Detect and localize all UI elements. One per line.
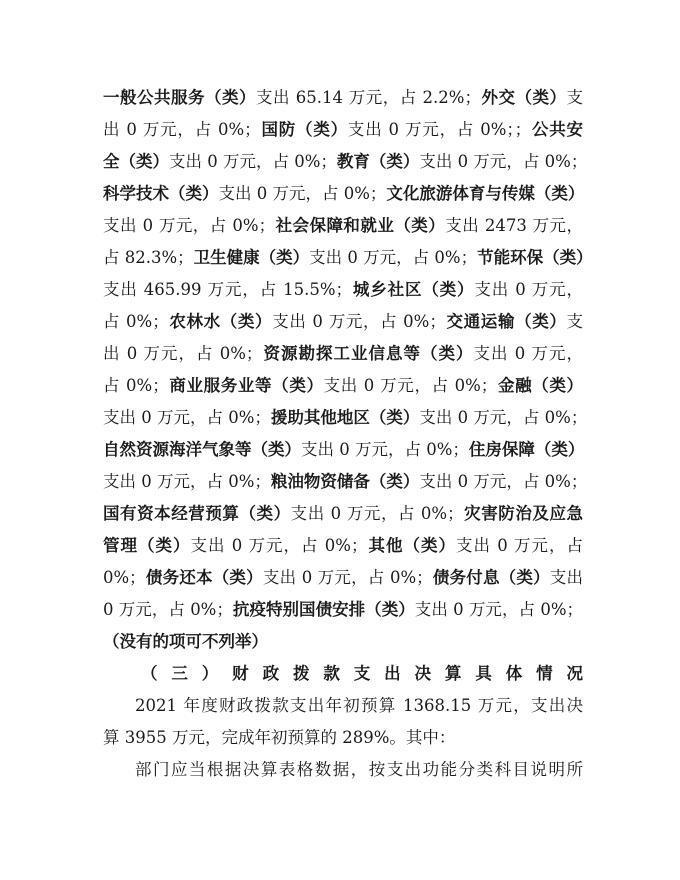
category-amount: 支出 0 万元， (473, 344, 583, 363)
category-amount: 支出 0 万元，占 0%； (103, 472, 271, 491)
paragraph-line (103, 82, 583, 114)
paragraph-line (103, 466, 588, 498)
category-amount: 支出 0 万元，占 0%； (103, 216, 276, 235)
category-amount: 支出 65.14 万元，占 2.2%； (256, 88, 481, 107)
paragraph-line (103, 498, 583, 530)
document-page (103, 82, 593, 786)
category-amount: 支出 0 万元，占 0%； (301, 440, 469, 459)
section-heading: （三）财政拨款支出决算具体情况 (141, 664, 583, 683)
paragraph-line (103, 530, 583, 562)
paragraph-line: 2021 年度财政拨款支出年初预算 1368.15 万元，支出决 (135, 696, 583, 715)
paragraph-line (103, 114, 583, 146)
category-amount: 0%； (103, 568, 146, 587)
category-name: 其他（类） (367, 536, 456, 555)
category-name: 债务付息（类） (432, 568, 550, 587)
category-name: 文化旅游体育与传媒（类） (386, 184, 585, 203)
category-amount: 支出 (549, 568, 584, 587)
paragraph-line (103, 210, 583, 242)
paragraph-line: 算 3955 万元，完成年初预算的 289%。其中： (103, 728, 456, 747)
category-amount: 0 万元，占 0%； (103, 600, 233, 619)
category-amount: 出 0 万元，占 0%； (103, 120, 261, 139)
category-name: 科学技术（类） (103, 184, 219, 203)
category-name: 粮油物资储备（类） (270, 472, 420, 491)
category-name: 援助其他地区（类） (270, 408, 420, 427)
category-amount: 支出 0 万元，占 0%； (414, 600, 583, 619)
category-amount: 占 82.3%； (103, 248, 194, 267)
category-name: 住房保障（类） (468, 440, 585, 459)
category-name: 交通运输（类） (445, 312, 567, 331)
paragraph-line (103, 402, 588, 434)
paragraph-line (103, 626, 583, 658)
category-name: 国防（类） (260, 120, 348, 139)
category-amount: 支 (566, 312, 583, 331)
paragraph-line (103, 178, 583, 210)
category-name: 农林水（类） (168, 312, 273, 331)
category-amount: 支出 0 万元，占 (455, 536, 583, 555)
paragraph-line (103, 594, 583, 626)
category-name: 灾害防治及应急 (463, 504, 584, 523)
category-amount: 支出 0 万元，占 0%； (323, 376, 498, 395)
category-amount: 支出 0 万元，占 0%； (218, 184, 387, 203)
category-amount: 支出 0 万元，占 0%； (272, 312, 446, 331)
category-amount: 支出 0 万元，占 0%； (309, 248, 478, 267)
paragraph-line (103, 242, 593, 274)
category-name: 抗疫特别国债安排（类） (232, 600, 415, 619)
category-name: 全（类） (103, 152, 169, 171)
category-name: 卫生健康（类） (193, 248, 310, 267)
category-amount: 支出 0 万元，占 0%； (290, 504, 464, 523)
category-amount: 支出 0 万元，占 0%； (419, 472, 588, 491)
category-name: 资源勘探工业信息等（类） (262, 344, 474, 363)
category-name: 金融（类） (497, 376, 583, 395)
category-name: 城乡社区（类） (352, 280, 475, 299)
category-name: 公共安 (531, 120, 583, 139)
category-name: （没有的项可不列举） (103, 632, 268, 651)
paragraph-line (103, 338, 583, 370)
category-amount: 支出 0 万元，占 0%； (419, 152, 588, 171)
category-amount: 支出 465.99 万元，占 15.5%； (103, 280, 353, 299)
paragraph-line (103, 370, 583, 402)
paragraph-line (103, 562, 583, 594)
category-name: 外交（类） (480, 88, 567, 107)
category-amount: 占 0%； (103, 312, 169, 331)
category-amount: 支 (566, 88, 584, 107)
category-name: 自然资源海洋气象等（类） (103, 440, 301, 459)
category-amount: 支出 0 万元，占 0%；； (347, 120, 532, 139)
category-name: 管理（类） (103, 536, 191, 555)
category-name: 社会保障和就业（类） (275, 216, 446, 235)
paragraph-line (103, 146, 588, 178)
paragraph-line: 部门应当根据决算表格数据，按支出功能分类科目说明所 (135, 760, 583, 779)
category-amount: 支出 0 万元，占 0%； (103, 408, 271, 427)
category-name: 节能环保（类） (477, 248, 593, 267)
category-amount: 支出 0 万元， (474, 280, 583, 299)
category-amount: 支出 0 万元，占 0%； (262, 568, 433, 587)
category-amount: 支出 2473 万元， (445, 216, 584, 235)
paragraph-line (103, 306, 583, 338)
category-amount: 支出 0 万元，占 0%； (419, 408, 588, 427)
category-amount: 支出 0 万元，占 0%； (190, 536, 368, 555)
category-amount: 出 0 万元，占 0%； (103, 344, 263, 363)
category-name: 国有资本经营预算（类） (103, 504, 291, 523)
category-amount: 支出 0 万元，占 0%； (169, 152, 337, 171)
category-name: 一般公共服务（类） (103, 88, 257, 107)
paragraph-line (103, 434, 583, 466)
category-amount: 占 0%； (103, 376, 169, 395)
expenditure-category-paragraph (103, 82, 593, 658)
paragraph-line (103, 274, 583, 306)
category-name: 教育（类） (336, 152, 420, 171)
category-name: 商业服务业等（类） (168, 376, 324, 395)
category-name: 债务还本（类） (145, 568, 263, 587)
